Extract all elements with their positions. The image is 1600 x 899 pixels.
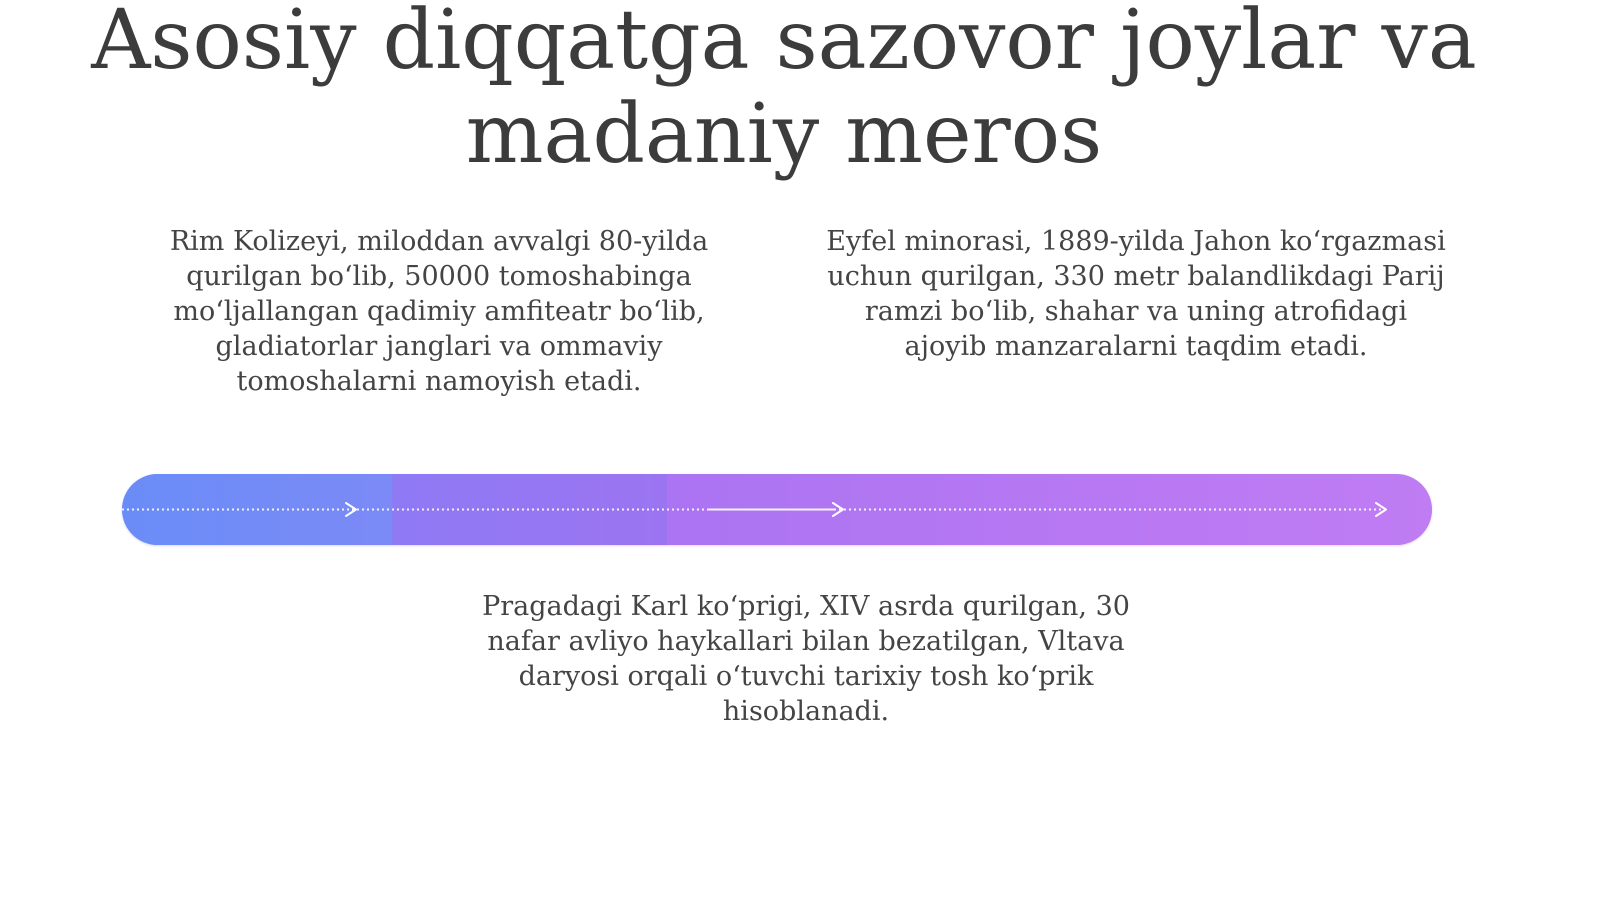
item-description-colosseum: Rim Kolizeyi, miloddan avvalgi 80-yilda qurilgan bo‘lib, 50000 tomoshabinga mo‘ljallangan qadimiy amfiteatr bo‘lib, gladiatorlar janglari va ommaviy tomoshalarni namoyish etadi. <box>169 226 709 397</box>
timeline-bar <box>122 474 1432 545</box>
item-description-charles-bridge: Pragadagi Karl ko‘prigi, XIV asrda qurilgan, 30 nafar avliyo haykallari bilan bezatilgan, Vltava daryosi orqali o‘tuvchi tarixiy tosh ko‘prik hisoblanadi. <box>482 591 1130 727</box>
timeline-arrows <box>122 474 1432 545</box>
page-title: Asosiy diqqatga sazovor joylar va madaniy meros <box>91 0 1477 182</box>
item-description-eiffel-tower: Eyfel minorasi, 1889-yilda Jahon ko‘rgazmasi uchun qurilgan, 330 metr balandlikdagi Parij ramzi bo‘lib, shahar va uning atrofidagi ajoyib manzaralarni taqdim etadi. <box>826 226 1446 362</box>
